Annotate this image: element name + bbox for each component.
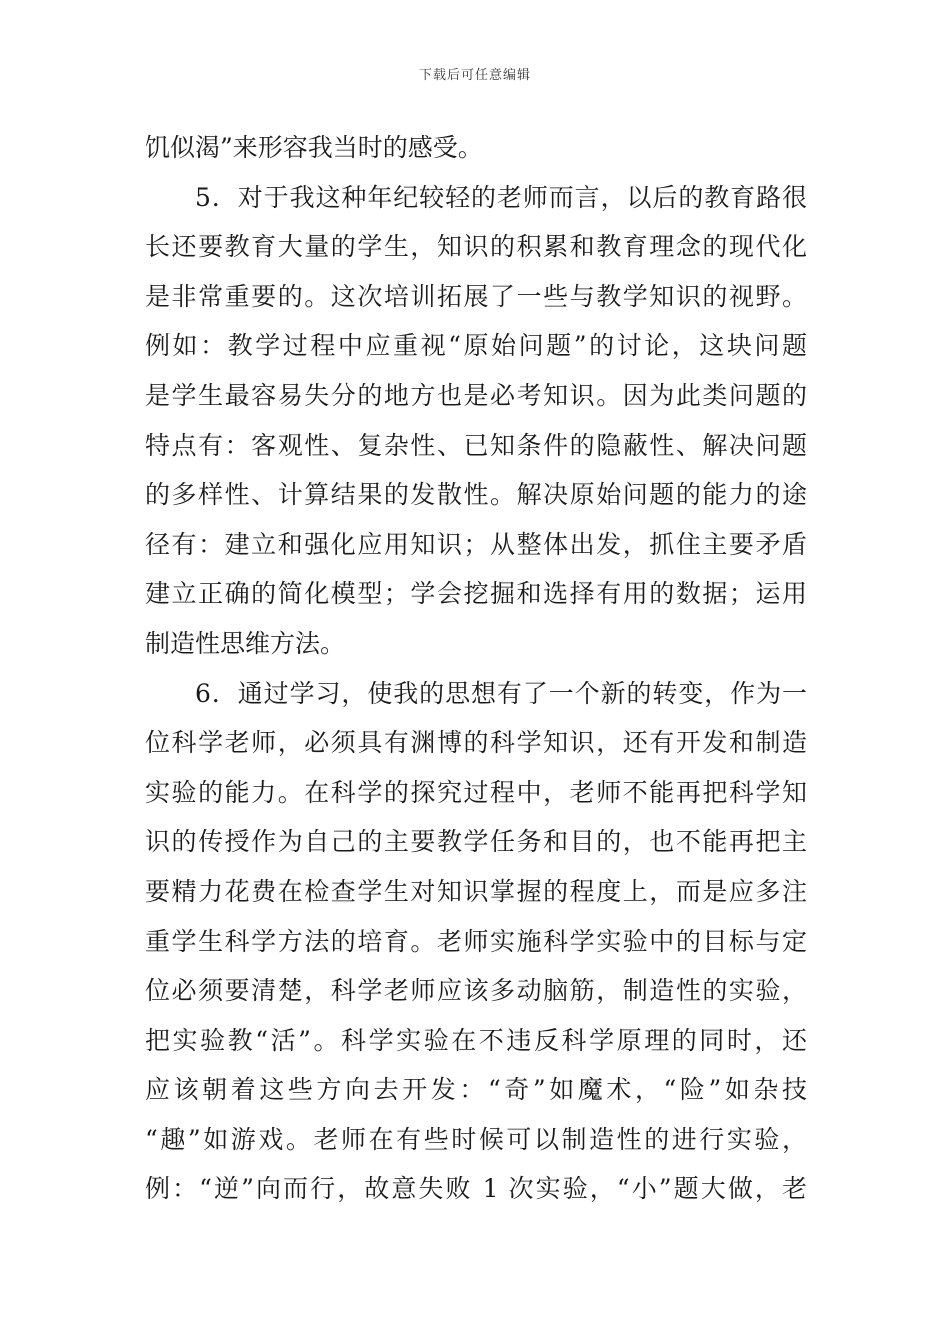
paragraph-line: 是非常重要的。这次培训拓展了一些与教学知识的视野。 [145, 281, 807, 311]
document-body [145, 123, 807, 1214]
paragraph-line: 把实验教“活”。科学实验在不违反科学原理的同时，还 [145, 1025, 807, 1055]
paragraph-line: 长还要教育大量的学生，知识的积累和教育理念的现代化 [145, 232, 807, 262]
paragraph-line: 例如：教学过程中应重视“原始问题”的讨论，这块问题 [145, 331, 807, 361]
paragraph-line: 识的传授作为自己的主要教学任务和目的，也不能再把主 [145, 827, 807, 857]
paragraph-line: 建立正确的简化模型；学会挖掘和选择有用的数据；运用 [145, 579, 807, 609]
paragraph-line: 饥似渴”来形容我当时的感受。 [145, 133, 483, 162]
paragraph-line: 位必须要清楚，科学老师应该多动脑筋，制造性的实验， [145, 976, 807, 1006]
paragraph-line: 重学生科学方法的培育。老师实施科学实验中的目标与定 [145, 926, 807, 956]
paragraph-line: 径有：建立和强化应用知识；从整体出发，抓住主要矛盾 [145, 529, 807, 559]
paragraph-line: 6．通过学习，使我的思想有了一个新的转变，作为一 [195, 678, 807, 708]
paragraph-line: 应该朝着这些方向去开发：“奇”如魔术，“险”如杂技 [145, 1075, 807, 1105]
paragraph-line: 5．对于我这种年纪较轻的老师而言，以后的教育路很 [195, 182, 807, 212]
paragraph-line: 的多样性、计算结果的发散性。解决原始问题的能力的途 [145, 480, 807, 510]
paragraph-line: 是学生最容易失分的地方也是必考知识。因为此类问题的 [145, 380, 807, 410]
paragraph-line: 要精力花费在检查学生对知识掌握的程度上，而是应多注 [145, 876, 807, 906]
paragraph-line: 实验的能力。在科学的探究过程中，老师不能再把科学知 [145, 777, 807, 807]
paragraph-line: 位科学老师，必须具有渊博的科学知识，还有开发和制造 [145, 728, 807, 758]
paragraph-line: 特点有：客观性、复杂性、已知条件的隐蔽性、解决问题 [145, 430, 807, 460]
paragraph-line: 例：“逆”向而行，故意失败 1 次实验，“小”题大做，老 [145, 1174, 807, 1204]
paragraph-line: “趣”如游戏。老师在有些时候可以制造性的进行实验， [145, 1124, 807, 1154]
page-header-note: 下载后可任意编辑 [418, 68, 531, 83]
paragraph-line: 制造性思维方法。 [145, 628, 346, 658]
